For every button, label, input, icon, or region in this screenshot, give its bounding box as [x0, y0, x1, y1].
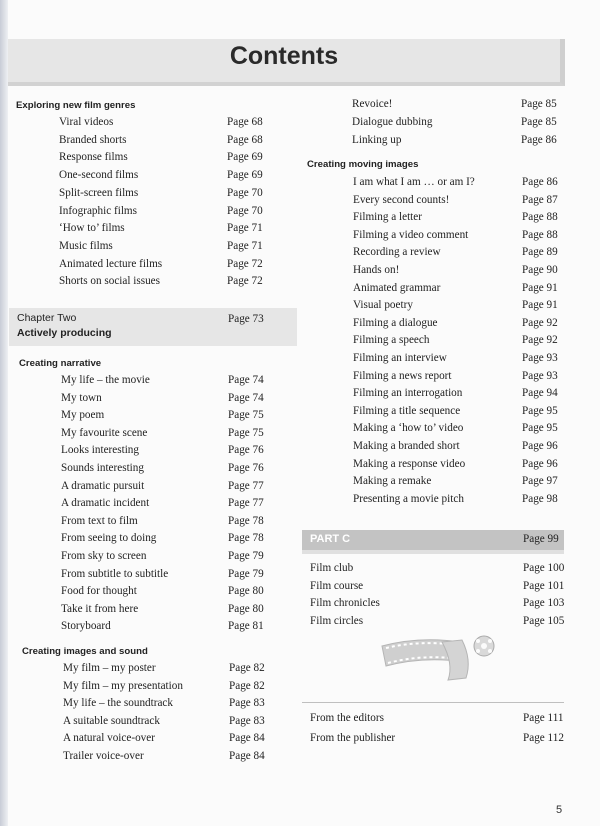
entry-title: Making a branded short	[353, 440, 460, 452]
entry-title: From sky to screen	[61, 550, 147, 562]
toc-entry	[353, 317, 572, 334]
entry-page: Page 77	[228, 497, 264, 510]
part-c-bar	[302, 530, 564, 550]
toc-entry	[59, 134, 277, 151]
entry-title: From text to film	[61, 514, 138, 527]
entry-page: Page 68	[227, 133, 263, 146]
entry-title: Response films	[59, 151, 128, 164]
entry-title: Linking up	[352, 133, 402, 146]
entry-page: Page 92	[522, 316, 558, 329]
entry-page: Page 91	[522, 299, 558, 312]
entry-title: From seeing to doing	[61, 532, 157, 545]
toc-entry	[61, 585, 278, 602]
entry-page: Page 74	[228, 391, 264, 404]
section-heading-film-genres: Exploring new film genres	[16, 100, 136, 111]
entry-page: Page 100	[523, 562, 565, 574]
title-banner	[8, 39, 565, 86]
entry-page: Page 68	[227, 116, 263, 128]
toc-entry	[61, 550, 278, 567]
entry-title: Revoice!	[352, 98, 393, 110]
toc-entry	[353, 299, 572, 316]
chapter-page: Page 73	[228, 313, 264, 325]
entry-title: Animated lecture films	[59, 257, 163, 270]
entry-title: Filming a title sequence	[353, 404, 461, 417]
page-title: Contents	[229, 42, 339, 70]
entry-page: Page 75	[228, 409, 264, 422]
entry-title: Take it from here	[61, 602, 139, 615]
entry-page: Page 101	[523, 579, 565, 592]
toc-entry	[353, 458, 572, 475]
entry-title: Food for thought	[61, 585, 137, 598]
entry-title: Viral videos	[59, 116, 114, 128]
entry-title: Film course	[310, 579, 364, 592]
toc-entry	[353, 422, 572, 439]
toc-entry	[353, 405, 572, 422]
entry-title: A suitable soundtrack	[63, 714, 160, 727]
entry-title: One-second films	[59, 169, 139, 182]
entry-page: Page 95	[522, 404, 558, 417]
page-edge-shadow	[0, 0, 8, 826]
entry-page: Page 85	[521, 115, 557, 128]
entry-page: Page 79	[228, 550, 264, 562]
toc-entry	[352, 116, 571, 133]
entry-title: Dialogue dubbing	[352, 115, 433, 128]
toc-entry	[63, 715, 279, 732]
toc-entry	[61, 374, 278, 391]
entry-title: My life – the soundtrack	[63, 697, 173, 710]
toc-entry	[61, 515, 278, 532]
toc-entry	[310, 597, 573, 614]
part-c-shadow	[302, 550, 564, 554]
entry-page: Page 69	[227, 169, 263, 182]
section-heading-images-sound: Creating images and sound	[22, 646, 148, 657]
entry-title: Making a response video	[353, 457, 466, 470]
entry-page: Page 83	[229, 714, 265, 727]
entry-page: Page 111	[523, 712, 564, 724]
chapter-label: Chapter Two	[17, 312, 77, 324]
toc-entry	[353, 370, 572, 387]
entry-page: Page 76	[228, 444, 264, 457]
part-c-label: PART C	[310, 533, 351, 545]
toc-entry	[353, 246, 572, 263]
entry-page: Page 87	[522, 193, 558, 206]
entry-page: Page 93	[522, 352, 558, 364]
entry-page: Page 81	[228, 620, 264, 633]
entry-title: My poem	[61, 409, 105, 422]
toc-entry	[59, 275, 277, 292]
entry-page: Page 91	[522, 281, 558, 294]
toc-entry	[353, 211, 572, 228]
toc-entry	[59, 169, 277, 186]
section-heading-narrative: Creating narrative	[19, 358, 102, 369]
toc-entry	[310, 562, 573, 579]
entry-page: Page 94	[522, 387, 558, 400]
entry-title: Presenting a movie pitch	[353, 492, 464, 505]
part-c-page: Page 99	[523, 533, 559, 545]
entry-title: Film circles	[310, 614, 364, 627]
toc-entry	[353, 493, 572, 510]
entry-title: Branded shorts	[59, 133, 127, 146]
toc-entry	[353, 352, 572, 369]
toc-entry	[310, 732, 573, 749]
toc-entry	[63, 697, 279, 714]
toc-entry	[353, 229, 572, 246]
entry-page: Page 92	[522, 334, 558, 347]
entry-page: Page 75	[228, 426, 264, 439]
entry-page: Page 93	[522, 369, 558, 382]
toc-entry	[353, 194, 572, 211]
entry-page: Page 82	[229, 679, 265, 692]
toc-entry	[310, 580, 573, 597]
entry-page: Page 86	[521, 133, 557, 146]
entry-page: Page 90	[522, 264, 558, 276]
entry-page: Page 98	[522, 492, 558, 505]
toc-entry	[59, 187, 277, 204]
entry-page: Page 86	[522, 176, 558, 188]
entry-page: Page 71	[227, 222, 263, 235]
entry-title: Hands on!	[353, 264, 400, 276]
entry-title: From the editors	[310, 712, 384, 724]
toc-entry	[63, 680, 279, 697]
entry-title: Filming a news report	[353, 369, 452, 382]
entry-title: Film club	[310, 562, 354, 574]
toc-entry	[61, 462, 278, 479]
toc-entry	[63, 732, 279, 749]
entry-page: Page 74	[228, 374, 264, 386]
toc-entry	[61, 568, 278, 585]
entry-page: Page 78	[228, 532, 264, 545]
toc-entry	[310, 615, 573, 632]
entry-title: A dramatic incident	[61, 497, 150, 510]
entry-page: Page 70	[227, 186, 263, 199]
entry-page: Page 79	[228, 567, 264, 580]
toc-entry	[353, 264, 572, 281]
toc-entry	[352, 134, 571, 151]
toc-entry	[61, 603, 278, 620]
entry-page: Page 103	[523, 597, 565, 610]
toc-entry	[61, 620, 278, 637]
entry-page: Page 70	[227, 204, 263, 217]
entry-title: From subtitle to subtitle	[61, 567, 169, 580]
entry-page: Page 85	[521, 98, 557, 110]
section-heading-moving-images: Creating moving images	[307, 159, 419, 170]
entry-title: Every second counts!	[353, 193, 450, 206]
toc-entry	[59, 205, 277, 222]
entry-page: Page 112	[523, 731, 564, 744]
entry-title: Infographic films	[59, 204, 137, 217]
entry-title: Storyboard	[61, 620, 111, 633]
entry-page: Page 80	[228, 585, 264, 598]
entry-title: Split-screen films	[59, 186, 139, 199]
entry-page: Page 84	[229, 750, 265, 762]
toc-entry	[61, 392, 278, 409]
toc-entry	[353, 176, 572, 193]
film-reel-icon	[380, 632, 500, 682]
toc-entry	[63, 662, 279, 679]
entry-title: My town	[61, 391, 102, 404]
entry-title: Filming a letter	[353, 211, 422, 224]
entry-page: Page 78	[228, 514, 264, 527]
entry-title: Making a remake	[353, 475, 432, 488]
toc-entry	[353, 282, 572, 299]
entry-title: My favourite scene	[61, 426, 148, 439]
toc-entry	[61, 409, 278, 426]
entry-page: Page 69	[227, 151, 263, 164]
entry-page: Page 82	[229, 662, 265, 674]
toc-entry	[61, 427, 278, 444]
chapter-two-box	[9, 308, 297, 346]
entry-page: Page 77	[228, 479, 264, 492]
entry-page: Page 105	[523, 614, 565, 627]
toc-entry	[61, 480, 278, 497]
entry-title: My film – my poster	[63, 662, 156, 674]
entry-title: Filming a video comment	[353, 228, 469, 241]
entry-page: Page 71	[227, 239, 263, 252]
entry-title: Film chronicles	[310, 597, 380, 610]
entry-title: Recording a review	[353, 246, 441, 259]
entry-title: Trailer voice-over	[63, 750, 144, 762]
toc-entry	[59, 258, 277, 275]
divider-line	[302, 702, 564, 703]
toc-entry	[59, 240, 277, 257]
toc-entry	[61, 444, 278, 461]
entry-page: Page 96	[522, 440, 558, 452]
entry-title: A natural voice-over	[63, 732, 155, 745]
entry-page: Page 95	[522, 422, 558, 435]
entry-title: Filming a speech	[353, 334, 430, 347]
entry-page: Page 84	[229, 732, 265, 745]
page-number: 5	[556, 804, 563, 816]
entry-page: Page 88	[522, 228, 558, 241]
toc-entry	[61, 497, 278, 514]
entry-page: Page 97	[522, 475, 558, 488]
chapter-title: Actively producing	[17, 327, 112, 339]
entry-title: I am what I am … or am I?	[353, 176, 475, 188]
entry-title: From the publisher	[310, 731, 396, 744]
entry-page: Page 72	[227, 275, 263, 288]
entry-title: Animated grammar	[353, 281, 441, 294]
toc-entry	[352, 98, 571, 115]
entry-title: My life – the movie	[61, 374, 150, 386]
entry-page: Page 89	[522, 246, 558, 259]
entry-title: Visual poetry	[353, 299, 413, 312]
entry-title: Sounds interesting	[61, 462, 144, 474]
entry-title: A dramatic pursuit	[61, 479, 145, 492]
toc-entry	[61, 532, 278, 549]
entry-page: Page 83	[229, 697, 265, 710]
entry-page: Page 96	[522, 457, 558, 470]
entry-page: Page 76	[228, 462, 264, 474]
entry-title: Filming an interview	[353, 352, 447, 364]
toc-entry	[353, 475, 572, 492]
entry-title: Music films	[59, 239, 113, 252]
toc-entry	[353, 334, 572, 351]
entry-title: Filming a dialogue	[353, 316, 438, 329]
entry-title: Making a ‘how to’ video	[353, 422, 464, 435]
entry-page: Page 80	[228, 602, 264, 615]
toc-entry	[310, 712, 573, 729]
entry-title: ‘How to’ films	[59, 222, 125, 235]
toc-entry	[59, 222, 277, 239]
entry-page: Page 72	[227, 257, 263, 270]
entry-title: Looks interesting	[61, 444, 139, 457]
toc-entry	[59, 151, 277, 168]
toc-entry	[353, 387, 572, 404]
toc-entry	[59, 116, 277, 133]
entry-title: Shorts on social issues	[59, 275, 160, 288]
toc-entry	[63, 750, 279, 767]
toc-entry	[353, 440, 572, 457]
entry-title: My film – my presentation	[63, 679, 183, 692]
entry-page: Page 88	[522, 211, 558, 224]
entry-title: Filming an interrogation	[353, 387, 463, 400]
